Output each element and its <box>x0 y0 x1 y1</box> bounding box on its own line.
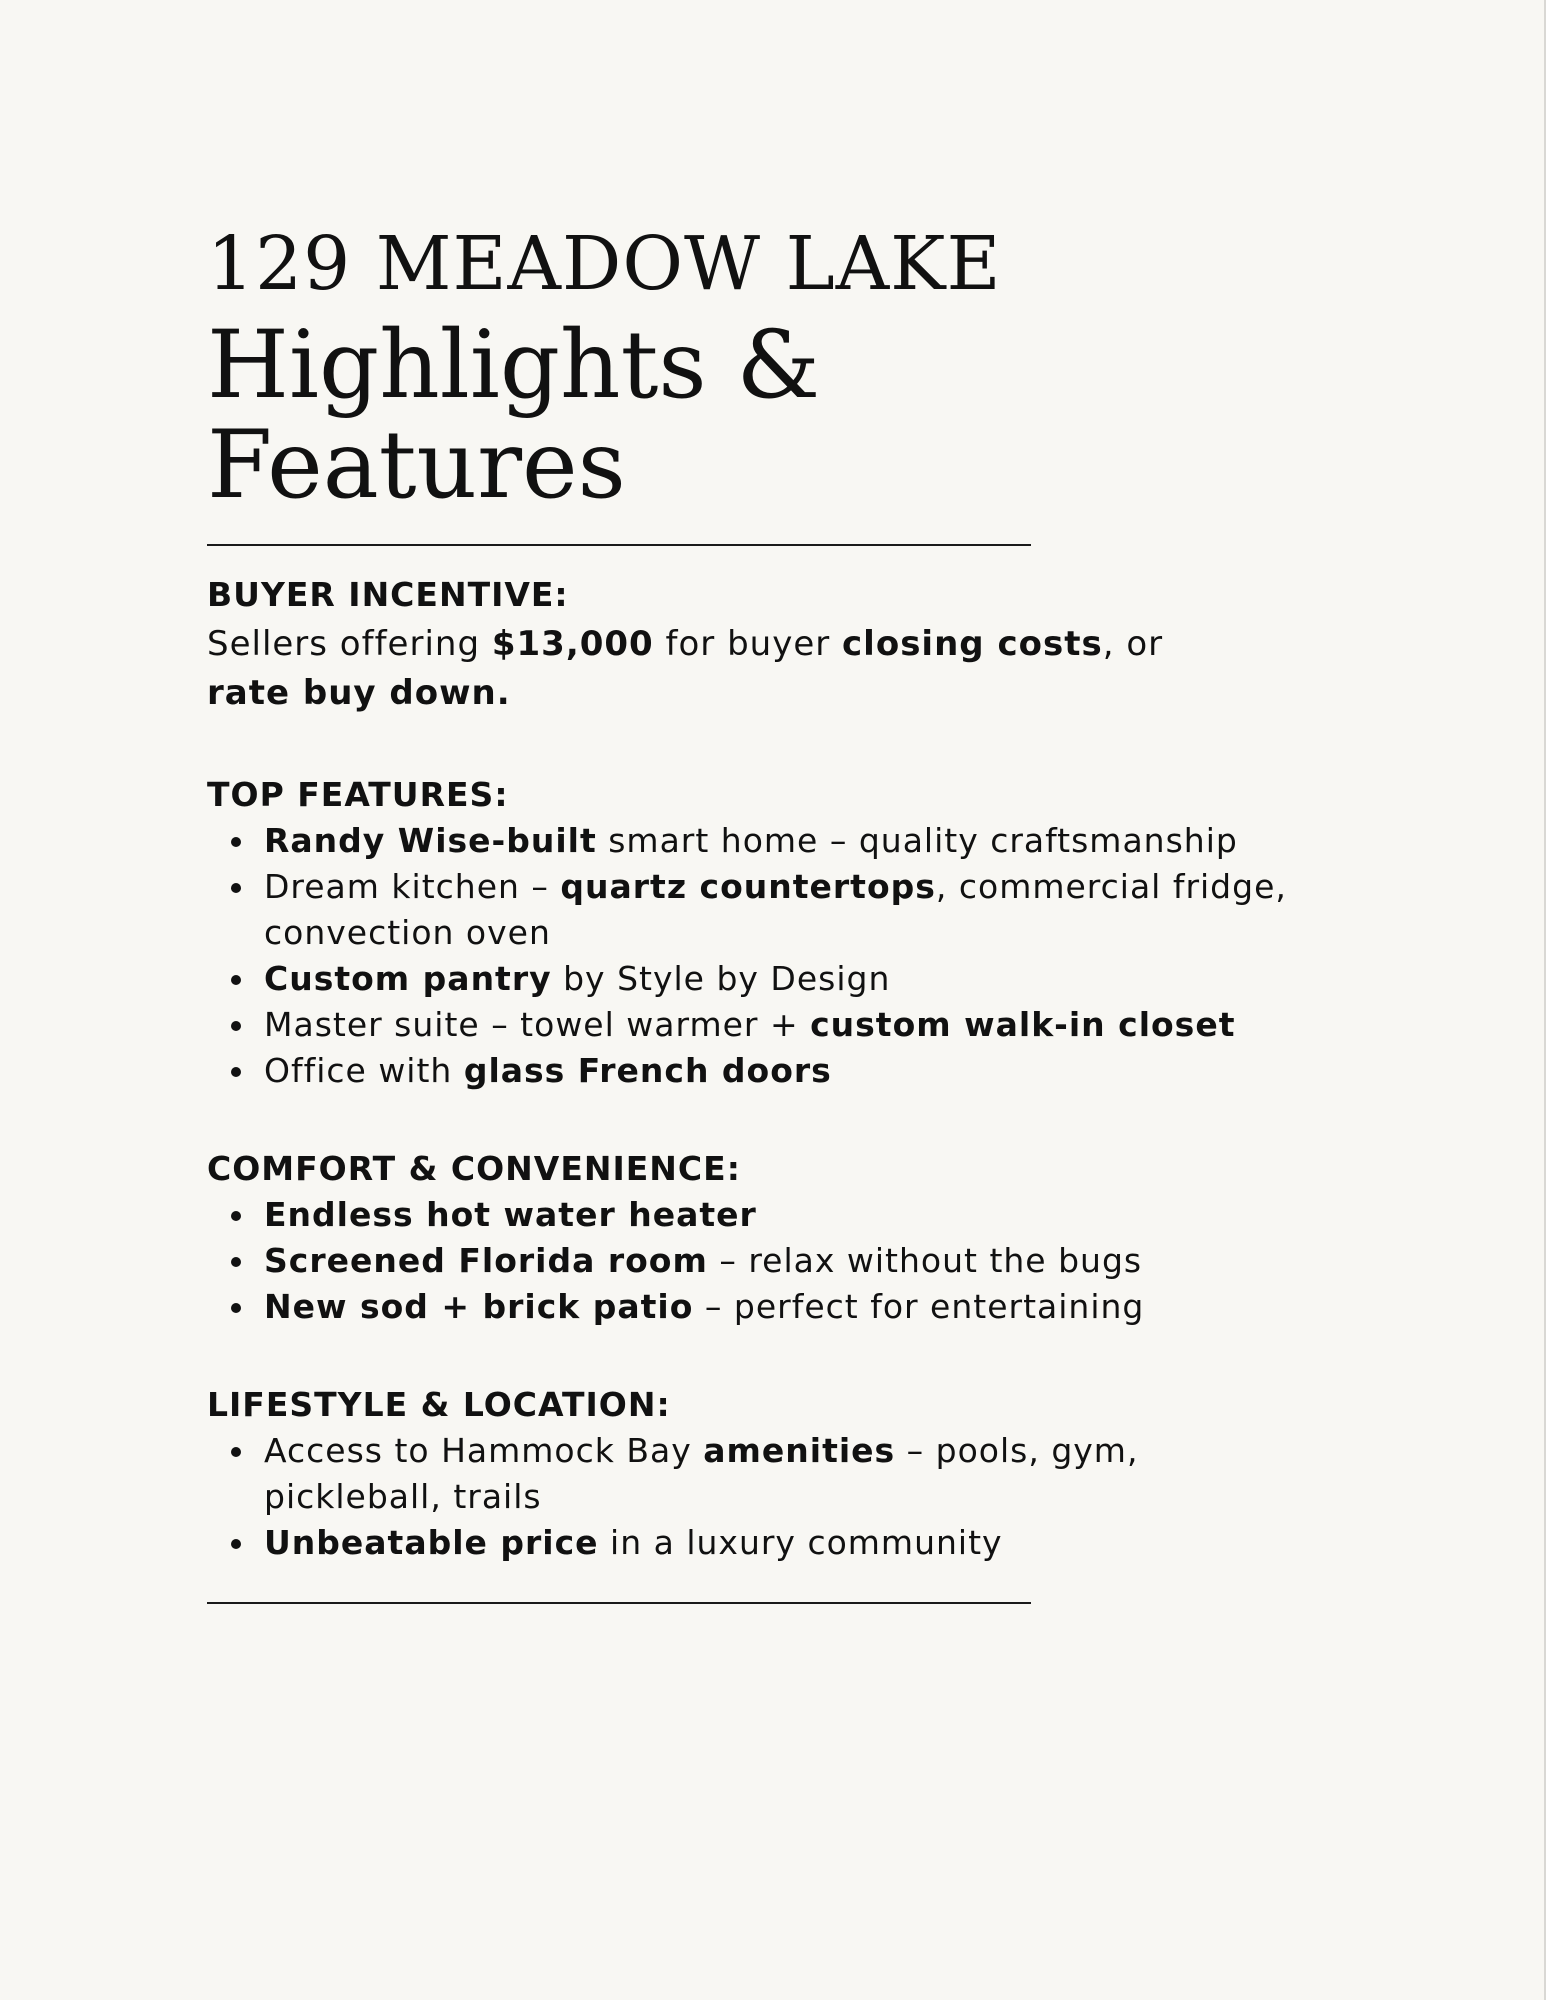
item-text: in a luxury community <box>598 1523 1003 1562</box>
list-item <box>207 956 1304 1002</box>
bullet-icon <box>231 1257 241 1267</box>
item-bold: Screened Florida room <box>264 1241 708 1280</box>
comfort-heading: COMFORT & CONVENIENCE: <box>207 1149 741 1188</box>
item-text: Dream kitchen – <box>264 867 561 906</box>
item-bold: Randy Wise-built <box>264 821 597 860</box>
page-title-line-2: Features <box>207 411 626 520</box>
list-item <box>207 1284 1304 1330</box>
page-title-line-1: Highlights & <box>207 311 821 420</box>
incentive-text-1: Sellers offering <box>207 624 492 664</box>
item-text: – relax without the bugs <box>707 1241 1143 1280</box>
item-bold: New sod + brick patio <box>264 1287 694 1326</box>
top-features-list <box>207 818 1347 1094</box>
item-text: – perfect for entertaining <box>693 1287 1145 1326</box>
lifestyle-heading: LIFESTYLE & LOCATION: <box>207 1385 671 1424</box>
bullet-icon <box>231 1067 241 1077</box>
buyer-incentive-text <box>207 620 1207 718</box>
list-item <box>207 1192 1304 1238</box>
item-text: smart home – quality craftsmanship <box>596 821 1238 860</box>
comfort-list <box>207 1192 1347 1330</box>
bullet-icon <box>231 1447 241 1457</box>
incentive-amount: $13,000 <box>491 624 654 664</box>
incentive-rate-buy-down: rate buy down. <box>207 673 511 713</box>
page-title <box>207 311 1347 520</box>
item-bold: Custom pantry <box>264 959 552 998</box>
list-item <box>207 1520 1304 1566</box>
item-bold: quartz countertops <box>560 867 936 906</box>
bullet-icon <box>231 883 241 893</box>
bullet-icon <box>231 1303 241 1313</box>
list-item <box>207 864 1304 956</box>
bullet-icon <box>231 1539 241 1549</box>
content-column <box>207 222 1347 1604</box>
item-bold: Endless hot water heater <box>264 1195 757 1234</box>
incentive-text-2: for buyer <box>653 624 843 664</box>
bottom-divider <box>207 1602 1031 1604</box>
list-item <box>207 1048 1304 1094</box>
item-bold: custom walk-in closet <box>810 1005 1236 1044</box>
item-text: Master suite – towel warmer + <box>264 1005 811 1044</box>
item-text: Access to Hammock Bay <box>264 1431 704 1470</box>
lifestyle-list <box>207 1428 1347 1566</box>
top-features-heading: TOP FEATURES: <box>207 775 509 814</box>
bullet-icon <box>231 1211 241 1221</box>
item-bold: glass French doors <box>463 1051 832 1090</box>
item-bold: Unbeatable price <box>264 1523 599 1562</box>
list-item <box>207 818 1304 864</box>
bullet-icon <box>231 837 241 847</box>
list-item <box>207 1428 1304 1520</box>
item-text: Office with <box>264 1051 464 1090</box>
bullet-icon <box>231 1021 241 1031</box>
incentive-closing-costs: closing costs <box>842 624 1103 664</box>
list-item <box>207 1002 1304 1048</box>
property-address: 129 MEADOW LAKE <box>207 221 1002 307</box>
bullet-icon <box>231 975 241 985</box>
incentive-text-3: , or <box>1102 624 1164 664</box>
top-divider <box>207 544 1031 546</box>
item-text: – pools, gym, pickleball, trails <box>264 1431 1139 1516</box>
item-text: , commercial fridge, convection oven <box>264 867 1287 952</box>
item-bold: amenities <box>703 1431 896 1470</box>
list-item <box>207 1238 1304 1284</box>
buyer-incentive-heading: BUYER INCENTIVE: <box>207 575 569 614</box>
item-text: by Style by Design <box>551 959 891 998</box>
